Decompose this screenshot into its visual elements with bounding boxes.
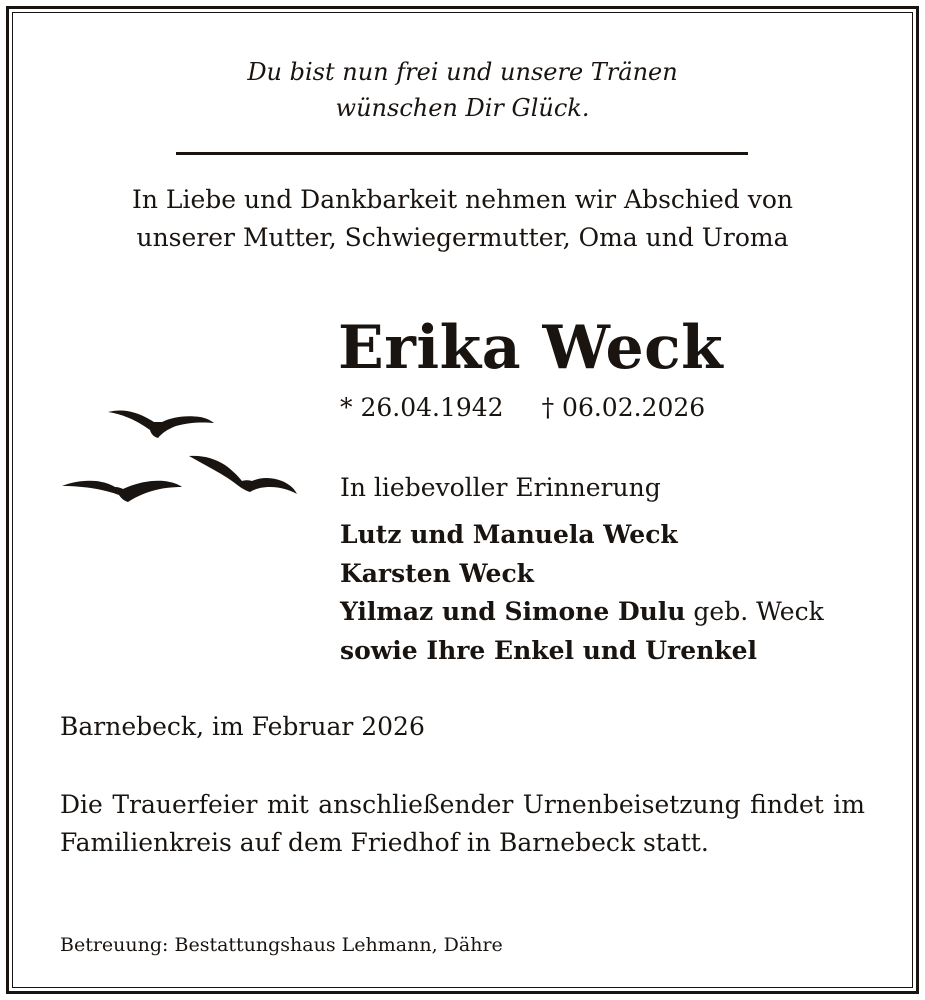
- intro-line-2: unserer Mutter, Schwiegermutter, Oma und Uroma: [136, 223, 789, 252]
- divider-rule: [176, 152, 748, 155]
- intro-line-1: In Liebe und Dankbarkeit nehmen wir Abschied von: [131, 185, 794, 214]
- mourner-name: Yilmaz und Simone Dulu: [340, 597, 686, 626]
- intro-text: [0, 181, 925, 257]
- memory-line: In liebevoller Erinnerung: [340, 473, 661, 502]
- funeral-home-credit: Betreuung: Bestattungshaus Lehmann, Dähre: [60, 934, 503, 956]
- motto-line-1: Du bist nun frei und unsere Tränen: [247, 58, 678, 86]
- mourner-entry: [340, 632, 824, 671]
- flying-birds-icon: [58, 398, 303, 508]
- mourner-entry: [340, 593, 824, 632]
- birth-date: * 26.04.1942: [340, 393, 504, 422]
- motto: [0, 54, 925, 126]
- place-and-date: Barnebeck, im Februar 2026: [60, 712, 425, 741]
- motto-line-2: wünschen Dir Glück.: [335, 94, 590, 122]
- mourner-name: Karsten Weck: [340, 558, 534, 588]
- death-date: † 06.02.2026: [541, 393, 706, 422]
- deceased-name: Erika Weck: [338, 313, 724, 383]
- mourner-entry: [340, 516, 824, 555]
- mourners-list: [340, 516, 824, 670]
- mourner-name: sowie Ihre Enkel und Urenkel: [340, 635, 758, 665]
- bird-1: [108, 410, 214, 438]
- bird-2: [189, 456, 297, 494]
- mourner-name: Lutz und Manuela Weck: [340, 520, 678, 549]
- mourner-suffix: geb. Weck: [685, 597, 824, 626]
- life-dates: [340, 390, 705, 426]
- mourner-entry: [340, 555, 824, 594]
- funeral-service-info: Die Trauerfeier mit anschließender Urnenbeisetzung findet im Familienkreis auf dem Friedhof in Barnebeck statt.: [60, 790, 865, 857]
- bird-3: [62, 481, 182, 502]
